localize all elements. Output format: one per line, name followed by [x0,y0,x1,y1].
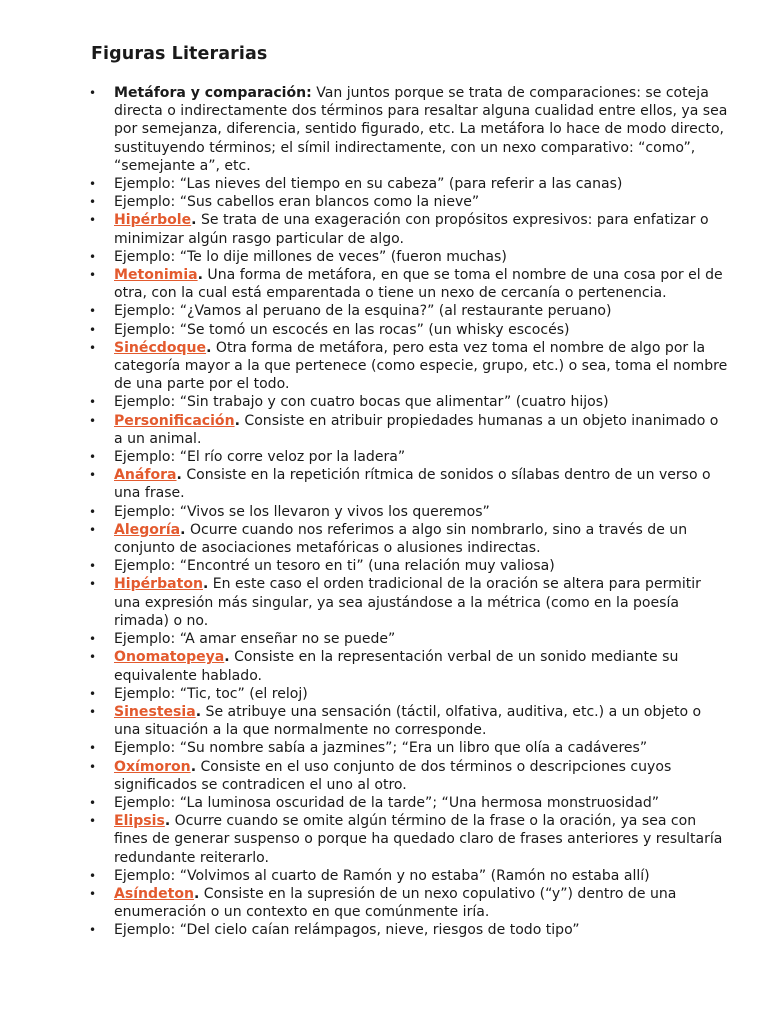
list-item-example: • Ejemplo: “Tic, toc” (el reloj) [91,685,728,703]
figures-list [91,84,728,940]
list-item-example: • Ejemplo: “Te lo dije millones de veces” (fueron muchas) [91,248,728,266]
figure-description: Ocurre cuando se omite algún término de la frase o la oración, ya sea con fines de generar suspenso o porque ha quedado claro de frases anteriores y resultaría redundante reiterarlo. [114,813,723,866]
term-link-hiperbole[interactable]: Hipérbole [114,212,192,229]
list-item-example: • Ejemplo: “Sus cabellos eran blancos como la nieve” [91,193,728,211]
figure-description: Consiste en el uso conjunto de dos términos o descripciones cuyos significados se contradicen el uno al otro. [114,758,672,793]
term-link-metonimia[interactable]: Metonimia [114,267,198,284]
figure-description: Una forma de metáfora, en que se toma el nombre de una cosa por el de otra, con la cual está emparentada o tiene un nexo de cercanía o pertenencia. [114,267,723,302]
list-item-example: • Ejemplo: “La luminosa oscuridad de la tarde”; “Una hermosa monstruosidad” [91,794,728,812]
list-item-sinecdoque: • Sinécdoque. Otra forma de metáfora, pero esta vez toma el nombre de algo por la categoría mayor a la que pertenece (como especie, grupo, etc.) o sea, toma el nombre de una parte por el todo. [91,339,728,394]
list-item-example: • Ejemplo: “Vivos se los llevaron y vivos los queremos” [91,503,728,521]
list-item-example: • Ejemplo: “Volvimos al cuarto de Ramón y no estaba” (Ramón no estaba allí) [91,867,728,885]
figure-description: Ocurre cuando nos referimos a algo sin nombrarlo, sino a través de un conjunto de asociaciones metafóricas o alusiones indirectas. [114,521,688,557]
term-link-onomatopeya[interactable]: Onomatopeya [114,649,225,666]
term-link-sinestesia[interactable]: Sinestesia [114,703,196,720]
term-link-elipsis[interactable]: Elipsis [114,813,165,830]
list-item-sinestesia: • Sinestesia. Se atribuye una sensación (táctil, olfativa, auditiva, etc.) a un objeto o una situación a la que normalmente no corresponde. [91,703,728,739]
intro-text: Van juntos porque se trata de comparaciones: se coteja directa o indirectamente dos términos para resaltar alguna cualidad entre ellos, ya sea por semejanza, diferencia, sentido figurado, etc. La metáfora lo hace de modo directo, sustituyendo términos; el símil indirectamente, con un nexo comparativo: “como”, “semejante a”, etc. [114,85,728,174]
figure-description: Consiste en la repetición rítmica de sonidos o sílabas dentro de un verso o una frase. [114,467,711,502]
figure-description: Otra forma de metáfora, pero esta vez toma el nombre de algo por la categoría mayor a la que pertenece (como especie, grupo, etc.) o sea, toma el nombre de una parte por el todo. [114,339,728,393]
list-item-example: • Ejemplo: “El río corre veloz por la ladera” [91,448,728,466]
figure-description: En este caso el orden tradicional de la oración se altera para permitir una expresión más singular, ya sea ajustándose a la métrica (como en la poesía rimada) o no. [114,576,701,629]
term-link-oximoron[interactable]: Oxímoron [114,758,191,775]
list-item-hiperbole: • Hipérbole. Se trata de una exageración con propósitos expresivos: para enfatizar o minimizar algún rasgo particular de algo. [91,211,728,247]
list-item-example: • Ejemplo: “Se tomó un escocés en las rocas” (un whisky escocés) [91,321,728,339]
list-item-personificacion: • Personificación. Consiste en atribuir propiedades humanas a un objeto inanimado o a un animal. [91,412,728,448]
list-item-example: • Ejemplo: “Sin trabajo y con cuatro bocas que alimentar” (cuatro hijos) [91,393,728,411]
list-item-anafora: • Anáfora. Consiste en la repetición rítmica de sonidos o sílabas dentro de un verso o una frase. [91,466,728,502]
list-item-example: • Ejemplo: “Las nieves del tiempo en su cabeza” (para referir a las canas) [91,175,728,193]
term-link-sinecdoque[interactable]: Sinécdoque [114,339,207,356]
list-item-example: • Ejemplo: “Encontré un tesoro en ti” (una relación muy valiosa) [91,557,728,575]
term-link-hiperbaton[interactable]: Hipérbaton [114,576,203,593]
page-title: Figuras Literarias [91,44,268,64]
term-link-asindeton[interactable]: Asíndeton [114,885,194,902]
figure-description: Consiste en atribuir propiedades humanas a un objeto inanimado o a un animal. [114,412,719,447]
figure-description: Consiste en la representación verbal de un sonido mediante su equivalente hablado. [114,649,679,684]
list-item-example: • Ejemplo: “A amar enseñar no se puede” [91,630,728,648]
figure-description: Se atribuye una sensación (táctil, olfativa, auditiva, etc.) a un objeto o una situación a la que normalmente no corresponde. [114,703,702,739]
list-item-example: • Ejemplo: “¿Vamos al peruano de la esquina?” (al restaurante peruano) [91,302,728,320]
list-item-oximoron: • Oxímoron. Consiste en el uso conjunto de dos términos o descripciones cuyos significados se contradicen el uno al otro. [91,758,728,794]
figure-description: Se trata de una exageración con propósitos expresivos: para enfatizar o minimizar algún rasgo particular de algo. [114,212,709,247]
list-item-metonimia: • Metonimia. Una forma de metáfora, en que se toma el nombre de una cosa por el de otra, con la cual está emparentada o tiene un nexo de cercanía o pertenencia. [91,266,728,302]
term-link-anafora[interactable]: Anáfora [114,467,177,484]
figure-description: Consiste en la supresión de un nexo copulativo (“y”) dentro de una enumeración o un contexto en que comúnmente iría. [114,885,677,921]
list-item-elipsis: • Elipsis. Ocurre cuando se omite algún término de la frase o la oración, ya sea con fines de generar suspenso o porque ha quedado claro de frases anteriores y resultaría redundante reiterarlo. [91,812,728,867]
term-link-alegoria[interactable]: Alegoría [114,521,181,538]
intro-term: Metáfora y comparación: [114,85,312,101]
list-item-example: • Ejemplo: “Su nombre sabía a jazmines”; “Era un libro que olía a cadáveres” [91,739,728,757]
list-item-hiperbaton: • Hipérbaton. En este caso el orden tradicional de la oración se altera para permitir una expresión más singular, ya sea ajustándose a la métrica (como en la poesía rimada) o no. [91,575,728,630]
term-link-personificacion[interactable]: Personificación [114,412,235,429]
list-item-asindeton: • Asíndeton. Consiste en la supresión de un nexo copulativo (“y”) dentro de una enumeración o un contexto en que comúnmente iría. [91,885,728,921]
list-item-onomatopeya: • Onomatopeya. Consiste en la representación verbal de un sonido mediante su equivalente hablado. [91,648,728,684]
list-item-metafora [91,84,728,175]
list-item-alegoria: • Alegoría. Ocurre cuando nos referimos a algo sin nombrarlo, sino a través de un conjunto de asociaciones metafóricas o alusiones indirectas. [91,521,728,557]
list-item-example: • Ejemplo: “Del cielo caían relámpagos, nieve, riesgos de todo tipo” [91,921,728,939]
